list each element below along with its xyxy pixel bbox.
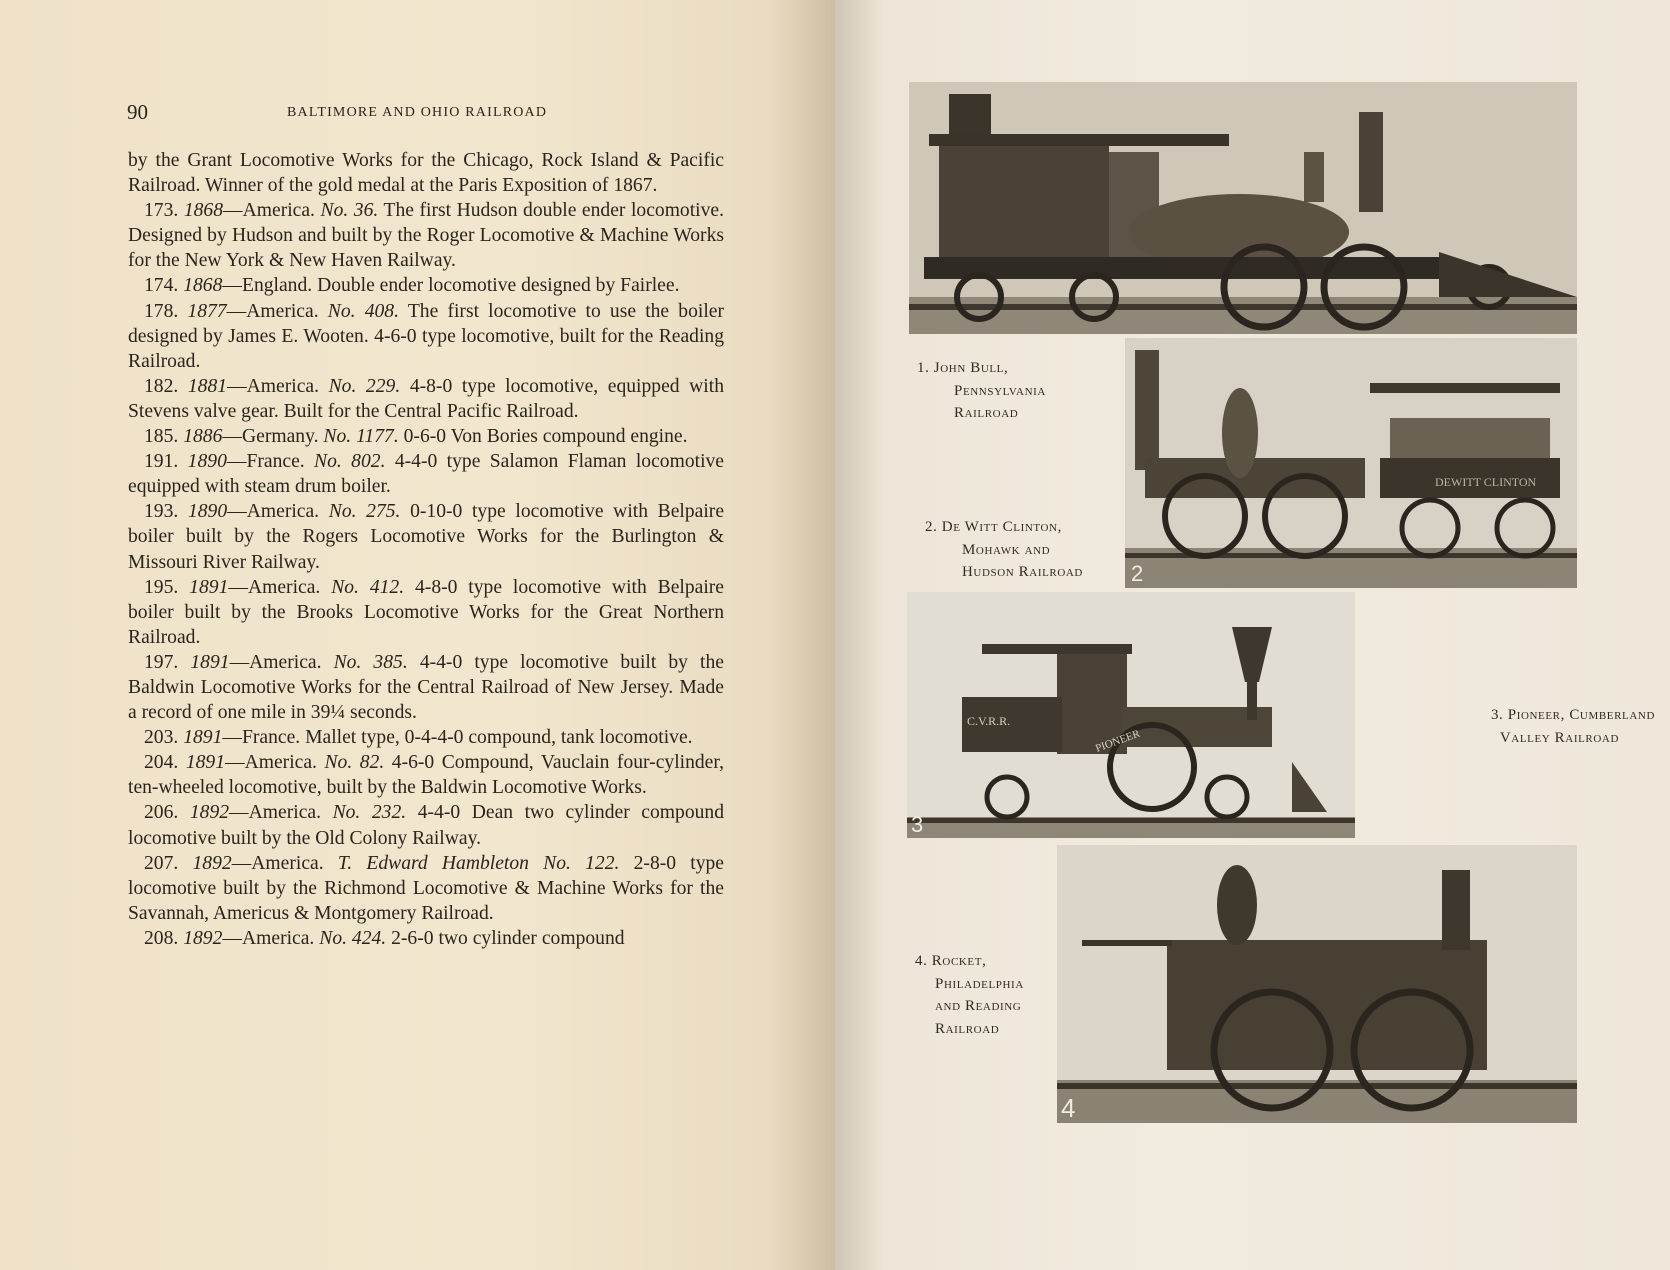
entry-country: —France. bbox=[222, 727, 301, 749]
entry-model: T. Edward Hambleton No. 122. bbox=[337, 852, 620, 874]
entry-country: —America. bbox=[228, 576, 321, 598]
entry-text: The first Hudson double ender locomotive. Designed by Hudson and built by the Roger Locomotive & Machine Works for the New York & New Haven Railway. bbox=[128, 200, 725, 272]
entry-number: 173. bbox=[144, 200, 179, 222]
catalog-entry bbox=[128, 650, 724, 725]
catalog-entry bbox=[128, 374, 724, 424]
plate-3-pioneer-photo bbox=[907, 592, 1355, 838]
entry-number: 174. bbox=[144, 275, 179, 297]
entry-country: —America. bbox=[223, 200, 315, 222]
locomotive-photo-3 bbox=[907, 592, 1355, 838]
tender-lettering: DEWITT CLINTON bbox=[1435, 475, 1537, 489]
entry-model: No. 232. bbox=[332, 802, 407, 824]
entry-country: —America. bbox=[229, 651, 322, 673]
entry-model: No. 802. bbox=[314, 451, 386, 473]
entry-country: —America. bbox=[227, 501, 320, 523]
entry-model: No. 424. bbox=[319, 927, 387, 949]
entry-number: 208. bbox=[144, 927, 179, 949]
entry-text: 4-4-0 type Salamon Flaman locomotive equipped with steam drum boiler. bbox=[128, 451, 725, 498]
running-title: BALTIMORE AND OHIO RAILROAD bbox=[287, 105, 548, 120]
continuation-paragraph: by the Grant Locomotive Works for the Chicago, Rock Island & Pacific Railroad. Winner of the gold medal at the Paris Exposition of 1867. bbox=[128, 150, 724, 197]
entry-year: 1890 bbox=[187, 501, 228, 523]
entry-country: —America. bbox=[229, 802, 321, 824]
entry-number: 197. bbox=[144, 651, 179, 673]
entry-text: 4-6-0 Compound, Vauclain four-cylinder, ten-wheeled locomotive, built by the Baldwin Locomotive Works. bbox=[128, 752, 725, 799]
entry-country: —England. bbox=[222, 275, 313, 297]
entry-year: 1891 bbox=[190, 651, 230, 673]
entry-number: 178. bbox=[144, 300, 179, 322]
entry-year: 1891 bbox=[183, 727, 223, 749]
catalog-entry bbox=[128, 800, 724, 850]
plate-4-rocket-photo bbox=[1057, 845, 1577, 1123]
entry-text: 4-4-0 Dean two cylinder compound locomotive built by the Old Colony Railway. bbox=[128, 802, 725, 849]
entry-model: No. 1177. bbox=[323, 426, 399, 448]
caption-plate-4: 4. Rocket, Philadelphia and Reading Railroad bbox=[915, 953, 1024, 1037]
caption-plate-2: 2. De Witt Clinton, Mohawk and Hudson Railroad bbox=[925, 519, 1083, 580]
entry-number: 182. bbox=[144, 375, 179, 397]
entry-model: No. 36. bbox=[320, 200, 379, 222]
entry-model: No. 385. bbox=[333, 651, 408, 673]
entry-country: —Germany. bbox=[222, 426, 319, 448]
entry-text: Double ender locomotive designed by Fairlee. bbox=[317, 275, 680, 297]
entry-text: Mallet type, 0-4-4-0 compound, tank locomotive. bbox=[305, 727, 693, 749]
catalog-entry bbox=[128, 725, 724, 750]
catalog-entry bbox=[128, 750, 724, 800]
entry-year: 1886 bbox=[183, 426, 223, 448]
entry-model: No. 412. bbox=[331, 576, 405, 598]
catalog-entry bbox=[128, 449, 724, 499]
catalog-entry bbox=[128, 424, 724, 449]
entry-number: 206. bbox=[144, 802, 179, 824]
entry-model: No. 82. bbox=[324, 752, 385, 774]
entry-model: No. 275. bbox=[328, 501, 401, 523]
entry-text: 2-6-0 two cylinder compound bbox=[391, 927, 625, 949]
entry-text: 0-6-0 Von Bories compound engine. bbox=[403, 426, 688, 448]
entry-country: —America. bbox=[222, 927, 315, 949]
locomotive-photo-4 bbox=[1057, 845, 1577, 1123]
entry-year: 1891 bbox=[185, 752, 225, 774]
entry-year: 1891 bbox=[189, 576, 229, 598]
entry-year: 1892 bbox=[192, 852, 232, 874]
catalog-entry bbox=[128, 499, 724, 574]
catalog-entry bbox=[128, 198, 724, 273]
cab-lettering: C.V.R.R. bbox=[967, 714, 1011, 728]
entry-country: —France. bbox=[226, 451, 305, 473]
entry-number: 193. bbox=[144, 501, 179, 523]
entry-model: No. 408. bbox=[327, 300, 400, 322]
plate-number-3: 3 bbox=[911, 812, 924, 837]
entry-number: 191. bbox=[144, 451, 179, 473]
entry-model: No. 229. bbox=[328, 375, 401, 397]
locomotive-photo-1 bbox=[909, 82, 1577, 334]
entry-country: —America. bbox=[231, 852, 324, 874]
entry-year: 1868 bbox=[183, 275, 223, 297]
plate-number-2: 2 bbox=[1131, 561, 1144, 586]
entry-number: 207. bbox=[144, 852, 179, 874]
caption-plate-3: 3. Pioneer, Cumberland Valley Railroad bbox=[1490, 707, 1655, 746]
entry-number: 195. bbox=[144, 576, 179, 598]
right-page bbox=[835, 0, 1670, 1270]
entry-year: 1892 bbox=[189, 802, 230, 824]
entry-number: 203. bbox=[144, 727, 179, 749]
entry-text: 4-4-0 type locomotive built by the Baldwin Locomotive Works for the Central Railroad of New Jersey. Made a record of one mile in 39¼ seconds. bbox=[128, 651, 724, 724]
catalog-entry bbox=[128, 851, 724, 926]
entry-year: 1877 bbox=[187, 300, 227, 322]
page-number: 90 bbox=[127, 100, 148, 124]
entry-text: 4-8-0 type locomotive with Belpaire boiler built by the Brooks Locomotive Works for the Great Northern Railroad. bbox=[128, 576, 725, 648]
body-text bbox=[128, 148, 724, 951]
entry-text: The first locomotive to use the boiler designed by James E. Wooten. 4-6-0 type locomotive, built for the Reading Railroad. bbox=[128, 300, 724, 372]
entry-year: 1892 bbox=[183, 927, 223, 949]
entry-year: 1868 bbox=[183, 200, 224, 222]
entry-list bbox=[128, 198, 724, 951]
entry-year: 1881 bbox=[187, 375, 228, 397]
catalog-entry bbox=[128, 575, 724, 650]
entry-country: —America. bbox=[226, 300, 319, 322]
catalog-entry bbox=[128, 299, 724, 374]
plate-1-john-bull-photo bbox=[909, 82, 1577, 334]
entry-text: 0-10-0 type locomotive with Belpaire boiler built by the Rogers Locomotive Works for the Burlington & Missouri River Railway. bbox=[128, 501, 725, 573]
plate-2-dewitt-clinton-photo bbox=[1125, 338, 1577, 588]
entry-country: —America. bbox=[225, 752, 317, 774]
caption-plate-1: 1. John Bull, Pennsylvania Railroad bbox=[917, 360, 1046, 421]
engine-name-lettering: PIONEER bbox=[1093, 727, 1142, 755]
running-head bbox=[127, 100, 724, 130]
entry-number: 185. bbox=[144, 426, 179, 448]
entry-text: 2-8-0 type locomotive built by the Richmond Locomotive & Machine Works for the Savannah, Americus & Montgomery Railroad. bbox=[128, 852, 724, 924]
plate-number-4: 4 bbox=[1061, 1093, 1076, 1123]
entry-country: —America. bbox=[227, 375, 320, 397]
catalog-entry bbox=[128, 926, 724, 951]
locomotive-photo-2 bbox=[1125, 338, 1577, 588]
entry-year: 1890 bbox=[187, 451, 227, 473]
entry-text: 4-8-0 type locomotive, equipped with Stevens valve gear. Built for the Central Pacific Railroad. bbox=[128, 375, 724, 422]
catalog-entry bbox=[128, 273, 724, 298]
entry-number: 204. bbox=[144, 752, 179, 774]
